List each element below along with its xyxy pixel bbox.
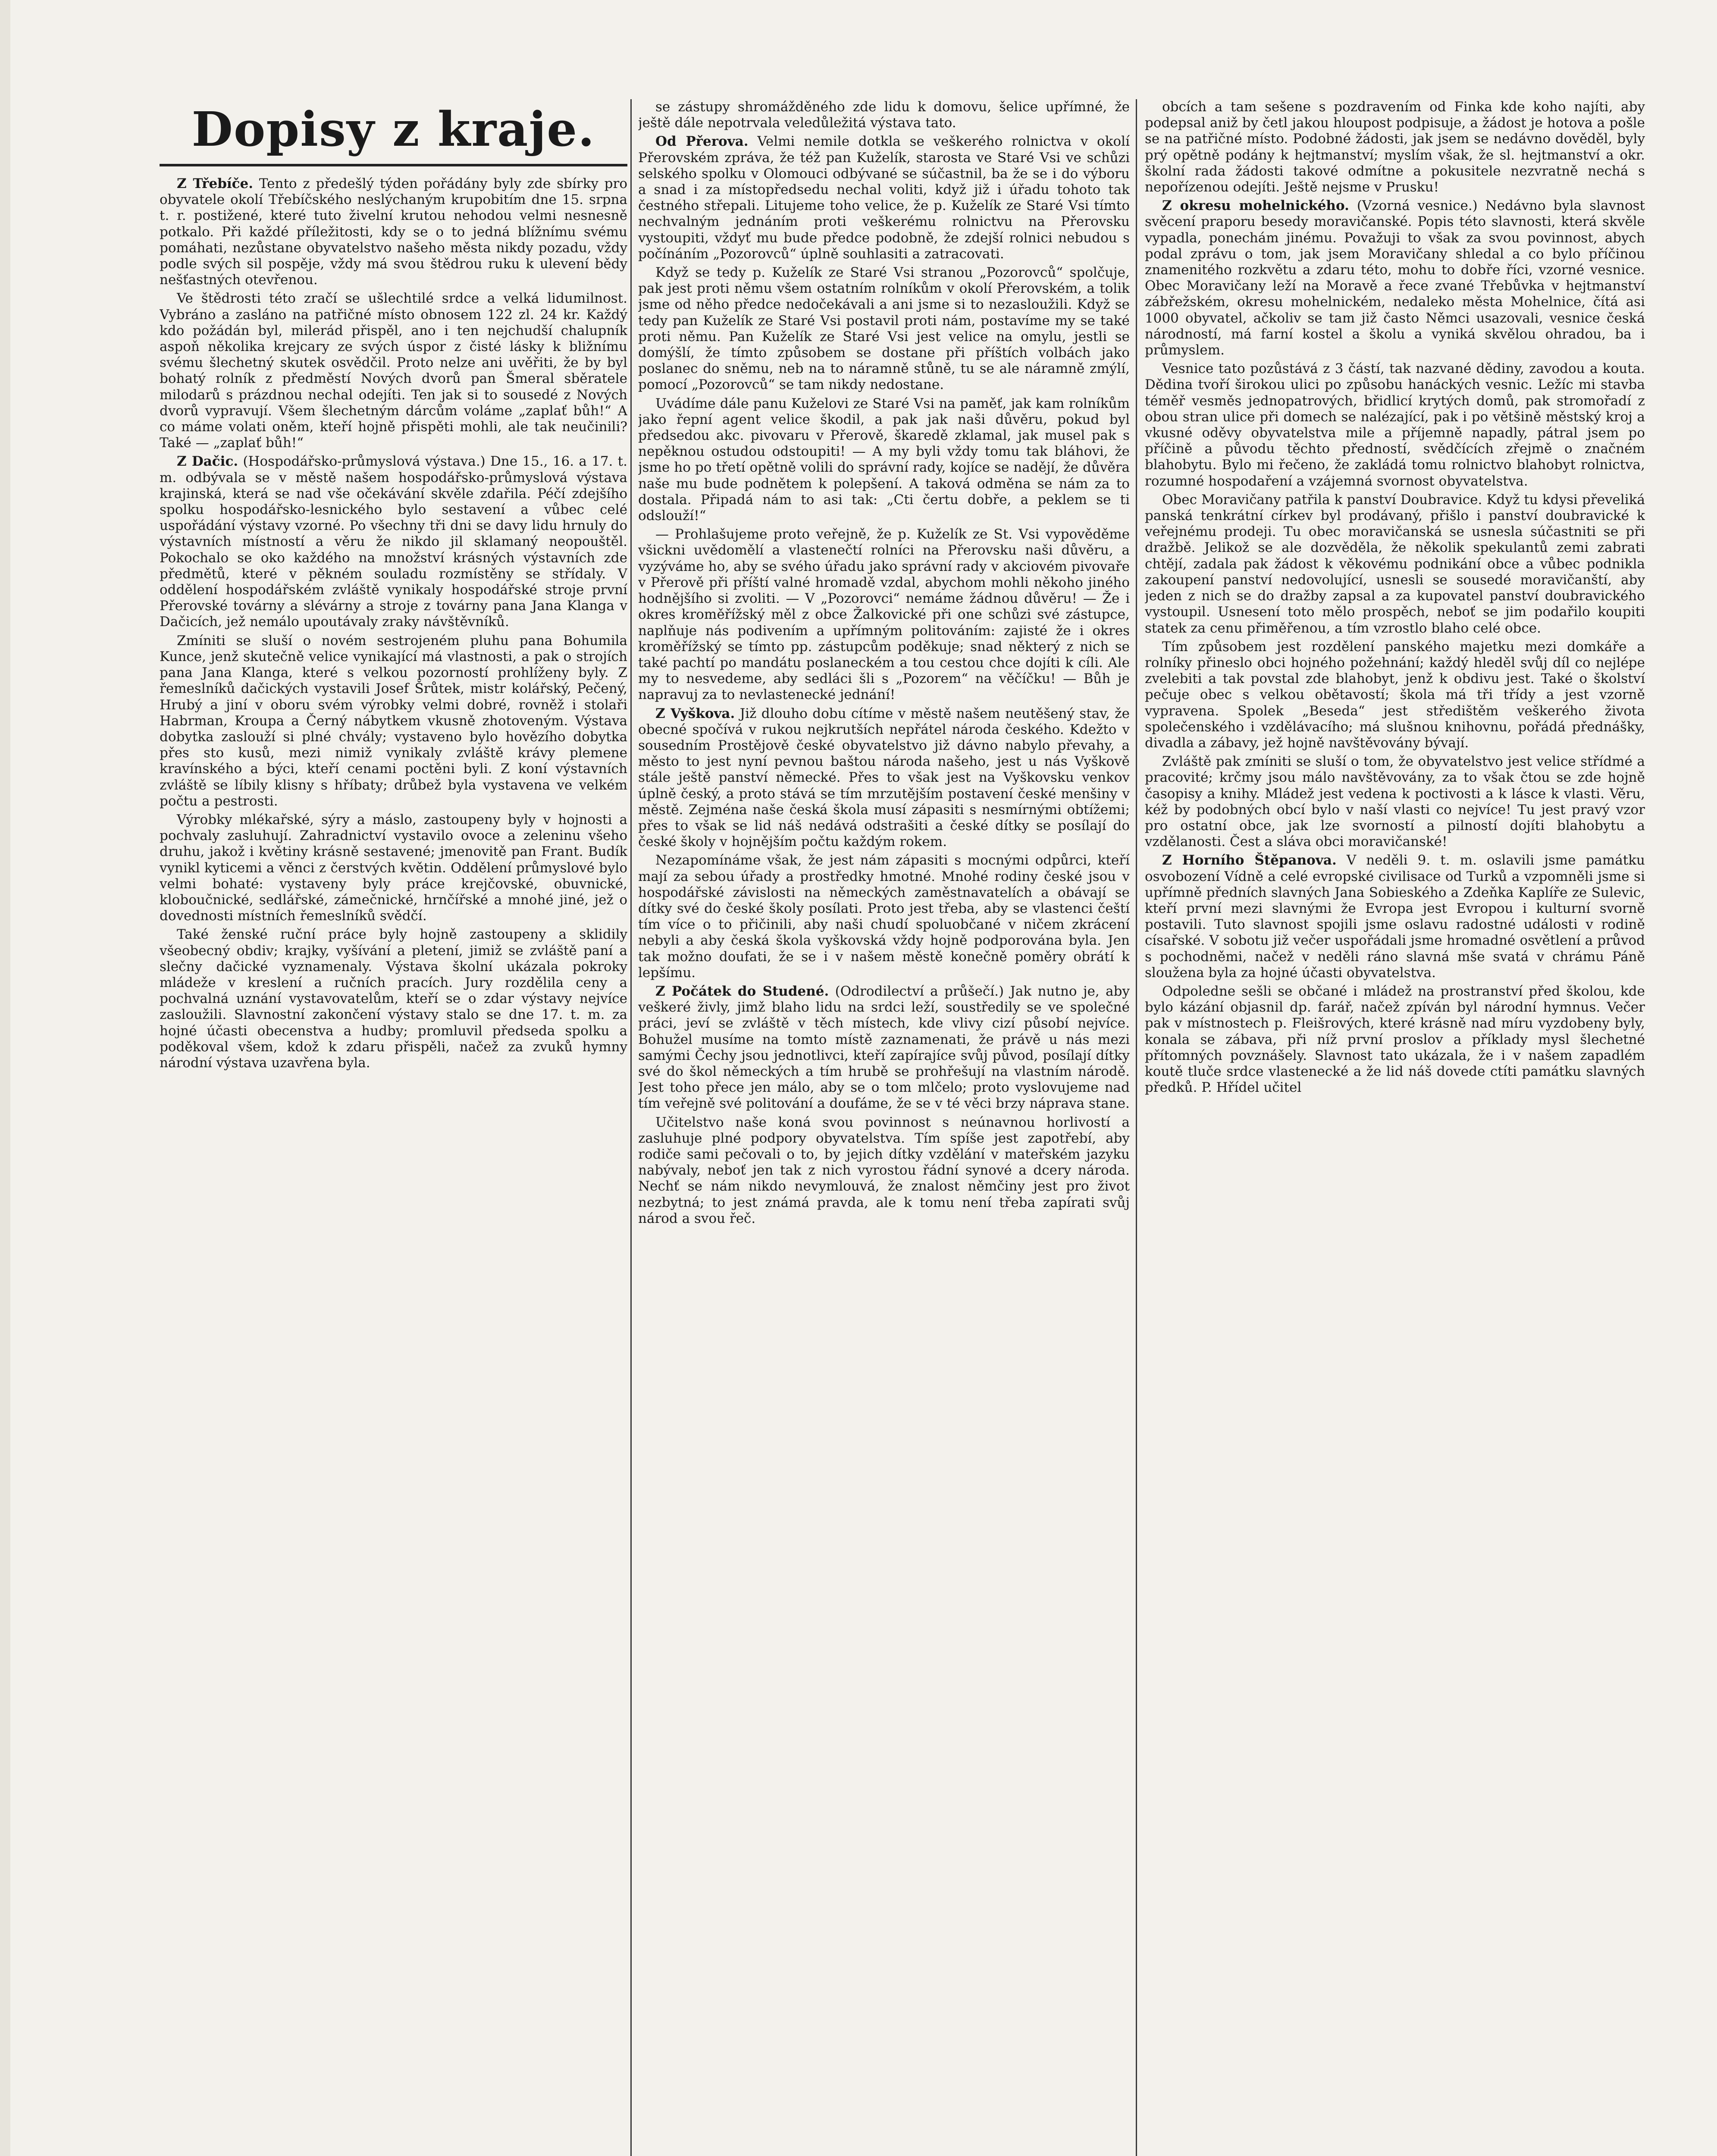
- paragraph-text: Odpoledne sešli se občané i mládež na prostranství před školou, kde bylo kázání objasnil dp. farář, načež zpíván byl národní hymnus. Večer pak v místnostech p. Fleišrových, které krásně nad míru vyzdobeny byly, konala se zábava, při níž první proslov a příklady mysl šlechetné přítomných povznášely. Slavnost tato ukázala, že i v našem zapadlém koutě tluče srdce vlastenecké a že lid náš dovede ctíti památku slavných předků. P. Hřídel učitel: [1145, 983, 1645, 1096]
- article-paragraph: [1145, 198, 1645, 358]
- paragraph-text: Tento z předešlý týden pořádány byly zde sbírky pro obyvatele okolí Třebíčského neslýchaným krupobitím dne 15. srpna t. r. postižené, které tuto živelní krutou nehodou velmi nesnesně potkalo. Při každé příležitosti, kdy se o to jedná blížnímu svému pomáhati, nezůstane obyvatelstvo našeho města nikdy pozadu, vždy podle svých sil pospěje, vždy má svou štědrou ruku k ulevení bědy nešťastných otevřenou.: [160, 176, 627, 288]
- paragraph-text: Učitelstvo naše koná svou povinnost s neúnavnou horlivostí a zasluhuje plné podpory obyvatelstva. Tím spíše jest zapotřebí, aby rodiče sami pečovali o to, by jejich dítky vzdělání v mateřském jazyku nabývaly, neboť jen tak z nich vyrostou řádní synové a dcery národa. Nechť se nám nikdo nevymlouvá, že znalost němčiny jest pro život nezbytná; to jest známá pravda, ale k tomu není třeba zapírati svůj národ a svou řeč.: [638, 1114, 1130, 1226]
- article-paragraph: [160, 291, 627, 451]
- column-1: [160, 99, 627, 2156]
- article-paragraph: [638, 134, 1130, 262]
- article-paragraph: [638, 984, 1130, 1112]
- paragraph-text: Nezapomínáme však, že jest nám zápasiti s mocnými odpůrci, kteří mají za sebou úřady a prostředky hmotné. Mnohé rodiny české jsou v hospodářské závislosti na německých zaměstnavatelích a obávají se dítky své do české školy posílati. Proto jest třeba, aby se vlastenci čeští tím více o to přičinili, aby naši chudí spoluobčané v ničem zkrácení nebyli a aby česká škola vyškovská vždy hojně podporována byla. Jen tak možno doufati, že se i v našem městě konečně poměry obrátí k lepšímu.: [638, 852, 1130, 981]
- paragraph-text: Také ženské ruční práce byly hojně zastoupeny a sklidily všeobecný obdiv; krajky, vyšívání a pletení, jimiž se zvláště paní a slečny dačické vyznamenaly. Výstava školní ukázala pokroky mládeže v kreslení a ručních pracích. Jury rozdělila ceny a pochvalná uznání vystavovatelům, kteří se o zdar výstavy nejvíce zasloužili. Slavnostní zakončení výstavy stalo se dne 17. t. m. za hojné účasti obecenstva a hudby; promluvil předseda spolku a poděkoval všem, kdož k zdaru přispěli, načež za zvuků hymny národní výstava uzavřena byla.: [160, 927, 627, 1071]
- column-3: [1145, 99, 1645, 2156]
- paragraph-text: — Prohlašujeme proto veřejně, že p. Kuželík ze St. Vsi vypověděme všickni uvědomělí a vlastenečtí rolníci na Přerovsku naši důvěru, a vyzýváme ho, aby se svého úřadu jako správní rady v akciovém pivovaře v Přerově při příští valné hromadě vzdal, abychom mohli někoho jiného hodnějšího si zvoliti. — V „Pozorovci“ nemáme žádnou důvěru! — Že i okres kroměřížský měl z obce Žalkovické při one schůzi své zástupce, naplňuje nás podivením a upřímným politováním: zajisté že i okres kroměřížský se tímto pp. zástupcům poděkuje; snad některý z nich se také pachtí po mandátu poslaneckém a tou cestou chce dojíti k cíli. Ale my to nesvedeme, aby sedláci šli s „Pozorem“ na věčíčku! — Bůh je napravuj za to nevlastenecké jednání!: [638, 526, 1130, 703]
- dateline: Z Vyškova.: [655, 705, 735, 721]
- article-paragraph: [638, 265, 1130, 393]
- column-2: [638, 99, 1130, 2156]
- paragraph-text: Zvláště pak zmíniti se sluší o tom, že obyvatelstvo jest velice střídmé a pracovité; krčmy jsou málo navštěvovány, za to však čtou se zde hojně časopisy a knihy. Mládež jest vedena k poctivosti a k lásce k vlasti. Věru, kéž by podobných obcí bylo v naší vlasti co nejvíce! Tu jest pravý vzor pro ostatní obce, jak lze svorností a pilností dojíti blahobytu a vzdělanosti. Čest a sláva obci moravičanské!: [1145, 754, 1645, 850]
- article-paragraph: [638, 852, 1130, 981]
- paragraph-text: Když se tedy p. Kuželík ze Staré Vsi stranou „Pozorovců“ spolčuje, pak jest proti němu všem ostatním rolníkům v okolí Přerovském, a tolik jsme od něho předce nedočekávali a ani jsme si to nezasloužili. Když se tedy pan Kuželík ze Staré Vsi postavil proti nám, postavíme my se také proti němu. Pan Kuželík ze Staré Vsi jest velice na omylu, jestli se domýšlí, že tímto způsobem se dostane při příštích volbách jako poslanec do sněmu, neb na to náramně stůně, tu se ale náramně zmýlí, pomocí „Pozorovců“ se tam nikdy nedostane.: [638, 265, 1130, 393]
- article-paragraph: [1145, 639, 1645, 751]
- article-paragraph: [160, 454, 627, 630]
- paragraph-text: Ve štědrosti této zračí se ušlechtilé srdce a velká lidumilnost. Vybráno a zasláno na patřičné místo obnosem 122 zl. 24 kr. Každý kdo požádán byl, milerád přispěl, ano i ten nejchudší chalupník aspoň několika krejcary ze svých úspor z čisté lásky k bližnímu svému šlechetný skutek osvědčil. Proto nelze ani uvěřiti, že by byl bohatý rolník z předměstí Nových dvorů pan Šmeral sběratele milodarů s prázdnou nechal odejíti. Ten jak si to sousedé z Nových dvorů vypravují. Všem šlechetným dárcům voláme „zaplať bůh!“ A co máme volati oněm, kteří hojně přispěti mohli, ale tak neučinili? Také — „zaplať bůh!“: [160, 291, 627, 451]
- article-paragraph: [1145, 99, 1645, 195]
- article-paragraph: [638, 706, 1130, 850]
- title-rule: [160, 164, 627, 166]
- article-paragraph: [638, 99, 1130, 131]
- dateline: Z Dačic.: [177, 454, 238, 470]
- dateline: Z Horního Štěpanova.: [1162, 852, 1337, 868]
- dateline: Z okresu mohelnického.: [1162, 198, 1349, 214]
- paragraph-text: Obec Moravičany patřila k panství Doubravice. Když tu kdysi převeliká panská tenkrátní církev byl prodávaný, přišlo i panství doubravické k veřejnému prodeji. Tu obec moravičanská se usnesla súčastniti se při dražbě. Jelikož se ale dozvěděla, že několik spekulantů zemi zabrati chtějí, zadala pak žádost k věkovému podnikání obce a vůbec podnikla zakoupení panství nedovolující, usnesli se sousedé moravičanští, aby jeden z nich se do dražby zapsal a za kupovatel panství doubravického vystoupil. Usnesení toto mělo prospěch, neboť se jim podařilo koupiti statek za cenu přiměřenou, a tím vzrostlo blaho celé obce.: [1145, 492, 1645, 636]
- section-title: Dopisy z kraje.: [191, 101, 595, 157]
- paragraph-text: Výrobky mlékařské, sýry a máslo, zastoupeny byly v hojnosti a pochvaly zasluhují. Zahradnictví vystavilo ovoce a zeleninu všeho druhu, jakož i květiny krásně sestavené; jmenovitě pan Frant. Budík vynikl kyticemi a věnci z čerstvých květin. Oddělení průmyslové bylo velmi bohaté: vystaveny byly práce krejčovské, obuvnické, kloboučnické, sedlářské, zámečnické, hrnčířské a mnohé jiné, jež o dovednosti místních řemeslníků svědčí.: [160, 812, 627, 924]
- paragraph-text: (Vzorná vesnice.) Nedávno byla slavnost svěcení praporu besedy moravičanské. Popis této slavnosti, která skvěle vypadla, ponechám jinému. Považuji to však za svou povinnost, abych podal zprávu o tom, jak jsem Moravičany shledal a co bylo příčinou znamenitého rozkvětu a zdaru této, mohu to dobře říci, vzorné vesnice. Obec Moravičany leží na Moravě a řece zvané Třebůvka v hejtmanství zábřežském, okresu mohelnickém, nedaleko města Mohelnice, čítá asi 1000 obyvatel, ačkoliv se tam již často Němci usazovali, vesnice česká národností, má farní kostel a školu a vyniká skvělou ohradou, ba i průmyslem.: [1145, 198, 1645, 358]
- paragraph-text: Velmi nemile dotkla se veškerého rolnictva v okolí Přerovském zpráva, že též pan Kuželík, starosta ve Staré Vsi ve schůzi selského spolku v Olomouci odbývané se súčastnil, ba že se i do výboru a snad i za místopředsedu nechal voliti, když již i úřadu tohoto tak čestného střepali. Litujeme toho velice, že p. Kuželík ze Staré Vsi tímto nechvalným jednáním proti veškerému rolnictvu na Přerovsku vystoupiti, vždyť mu bude předce podobně, že zdejší rolnici nebudou s počínáním „Pozorovců“ úplně souhlasiti a zatracovati.: [638, 134, 1130, 262]
- paragraph-text: obcích a tam sešene s pozdravením od Finka kde koho najíti, aby podepsal aniž by četl jakou hloupost podpisuje, a žádost je hotova a pošle se na patřičné místo. Podobné žádosti, jak jsem se nedávno dověděl, byly prý opětně podány k hejtmanství; myslím však, že sl. hejtmanství a okr. školní rada žádosti takové odmítne a pokusitele nezvratně nechá s nepořízenou odejíti. Ještě nejsme v Prusku!: [1145, 99, 1645, 195]
- paragraph-text: Tím způsobem jest rozdělení panského majetku mezi domkáře a rolníky přineslo obci hojného požehnání; každý hleděl svůj díl co nejlépe zvelebiti a tak povstal zde blahobyt, jenž k obdivu jest. Také o školství pečuje obec s velkou obětavostí; škola má tři třídy a jest vzorně vypravena. Spolek „Beseda“ jest středištěm veškerého života společenského i vzdělávacího; má slušnou knihovnu, pořádá přednášky, divadla a zábavy, jež hojně navštěvovány bývají.: [1145, 639, 1645, 751]
- article-paragraph: [1145, 754, 1645, 850]
- paragraph-text: (Hospodářsko-průmyslová výstava.) Dne 15., 16. a 17. t. m. odbývala se v městě našem hospodářsko-průmyslová výstava krajinská, která se nad vše očekávání skvěle zdařila. Péčí zdejšího spolku hospodářsko-lesnického bylo sestavení a vůbec celé uspořádání výstavy vzorné. Po všechny tři dni se davy lidu hrnuly do výstavních místností a věru že nikdo jil sklamaný neopouštěl. Pokochalo se oko každého na množství krásných výstavních zde předmětů, které v pěkném souladu rozmístěny se střídaly. V oddělení hospodářském zvláště vynikaly hospodářské stroje první Přerovské továrny a slévárny a stroje z továrny pana Jana Klanga v Dačicích, jež nemálo upoutávaly zraky návštěvníků.: [160, 454, 627, 630]
- column-3-body: [1145, 99, 1645, 1096]
- article-paragraph: [638, 526, 1130, 703]
- paragraph-text: V neděli 9. t. m. oslavili jsme památku osvobození Vídně a celé evropské civilisace od Turků a vzpomněli jsme si upřímně předních slavných Jana Sobieského a Zdeňka Kaplíře ze Sulevic, kteří první mezi slavnými že Evropa jest Evropou i kulturní svorně postavili. Tuto slavnost spojili jsme oslavu radostné události v rodině císařské. V sobotu již večer uspořádali jsme hromadné osvětlení a průvod s pochodněmi, načež v neděli ráno slavná mše svatá v chrámu Páně sloužena byla za hojné účasti obyvatelstva.: [1145, 852, 1645, 981]
- dateline: Z Třebíče.: [177, 176, 254, 191]
- paragraph-text: Vesnice tato pozůstává z 3 částí, tak nazvané dědiny, zavodou a kouta. Dědina tvoří širokou ulici po způsobu hanáckých vesnic. Ležíc mi stavba téměř vesměs jednopatrových, břidlicí krytých domů, pak stromořadí z obou stran ulice při domech se nalézající, pak i po většině městský kroj a vkusné oděvy obyvatelstva mile a příjemně napadly, pátral jsem po příčině a původu těchto předností, svědčících zřejmě o značném blahobytu. Bylo mi řečeno, že zakládá tomu rolnictvo blahobyt rolnictva, rozumné hospodaření a vzájemná svornost obyvatelstva.: [1145, 361, 1645, 489]
- dateline: Od Přerova.: [655, 134, 749, 150]
- article-paragraph: [1145, 361, 1645, 489]
- column-1-body: [160, 176, 627, 1071]
- article-paragraph: [1145, 984, 1645, 1096]
- paragraph-text: Uvádíme dále panu Kuželovi ze Staré Vsi na paměť, jak kam rolníkům jako řepní agent velice škodil, a pak jak naši důvěru, pokud byl předsedou akc. pivovaru v Přerově, škaredě zklamal, jak musel pak s nepěknou ostudou odstoupiti! — A my byli vždy tomu tak bláhovi, že jsme ho po třetí opětně volili do správní rady, kojíce se nadějí, že důvěra naše mu bude podnětem k polepšení. A taková odměna se nám za to dostala. Připadá nám to asi tak: „Cti čertu dobře, a peklem se ti odslouží!“: [638, 395, 1130, 524]
- column-2-body: [638, 99, 1130, 1227]
- dateline: Z Počátek do Studené.: [655, 983, 829, 999]
- paragraph-text: Již dlouho dobu cítíme v městě našem neutěšený stav, že obecné spočívá v rukou nejkrutších nepřátel národa českého. Kdežto v sousedním Prostějově české obyvatelstvo již dávno nabylo převahy, a město to jest nyní pevnou baštou národa našeho, jest u nás Vyškově stále ještě panství německé. Přes to však jest na Vyškovsku venkov úplně český, a proto stává se tím mrzutějším postavení české menšiny v městě. Zejména naše česká škola musí zápasiti s nesmírnými obtížemi; přes to však se lid náš nedává odstrašiti a české dítky se posílají do české školy v hojnějším počtu každým rokem.: [638, 705, 1130, 850]
- article-paragraph: [1145, 852, 1645, 981]
- article-paragraph: [638, 1115, 1130, 1227]
- article-paragraph: [1145, 492, 1645, 636]
- column-rule: [630, 99, 632, 2156]
- page-edge: [0, 0, 10, 2156]
- article-paragraph: [160, 812, 627, 924]
- column-rule: [1136, 99, 1137, 2156]
- article-paragraph: [638, 396, 1130, 524]
- paragraph-text: Zmíniti se sluší o novém sestrojeném pluhu pana Bohumila Kunce, jenž skutečně velice vynikající má vlastnosti, a pak o strojích pana Jana Klanga, které s velkou pozorností prohlíženy byly. Z řemeslníků dačických vystavili Josef Šrůtek, mistr kolářský, Pečený, Hrubý a jiní v oboru svém výrobky velmi dobré, rovněž i stolaři Habrman, Kroupa a Černý nábytkem vkusně zhotoveným. Výstava dobytka zaslouží si plné chvály; vystaveno bylo hovězího dobytka přes sto kusů, mezi nimiž vynikaly zvláště krávy plemene kravínského a býci, kteří cenami poctěni byli. Z koní výstavních zvláště se líbily klisny s hříbaty; drůbež byla vystavena ve velkém počtu a pestrosti.: [160, 633, 627, 809]
- paragraph-text: (Odrodilectví a průšečí.) Jak nutno je, aby veškeré živly, jimž blaho lidu na srdci leží, soustředily se ve společné práci, jeví se zvláště v těch místech, kde vlivy cizí působí nejvíce. Bohužel musíme na tomto místě zaznamenati, že právě u nás mezi samými Čechy jsou jednotlivci, kteří zapírajíce svůj původ, posílají dítky své do škol německých a tím hrubě se prohřešují na vlastním národě. Jest toho přece jen málo, aby se o tom mlčelo; proto vyslovujeme nad tím veřejně své politování a doufáme, že se v té věci brzy náprava stane.: [638, 983, 1130, 1112]
- article-paragraph: [160, 633, 627, 809]
- article-paragraph: [160, 927, 627, 1071]
- article-paragraph: [160, 176, 627, 288]
- paragraph-text: se zástupy shromážděného zde lidu k domovu, šelice upřímné, že ještě dále nepotrvala veledůležitá výstava tato.: [638, 99, 1130, 131]
